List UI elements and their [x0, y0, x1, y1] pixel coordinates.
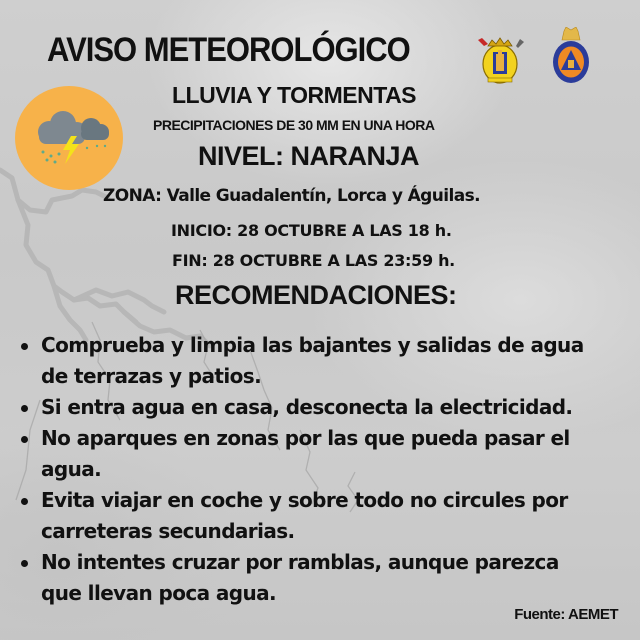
warning-subtitle: LLUVIA Y TORMENTAS	[172, 82, 417, 108]
bullet-icon	[21, 436, 28, 443]
source-credit: Fuente: AEMET	[514, 606, 618, 623]
recommendation-item: No intentes cruzar por ramblas, aunque parezca que llevan poca agua.	[18, 547, 628, 609]
recommendation-item: Comprueba y limpia las bajantes y salidas de agua de terrazas y patios.	[18, 330, 628, 392]
bullet-icon	[21, 405, 28, 412]
recommendation-item: No aparques en zonas por las que pueda pasar el agua.	[18, 423, 628, 485]
lorca-city-coat-of-arms-icon	[476, 36, 524, 86]
precipitation-text: PRECIPITACIONES DE 30 MM EN UNA HORA	[153, 117, 435, 133]
bullet-icon	[21, 343, 28, 350]
bullet-icon	[21, 560, 28, 567]
warning-end-time: FIN: 28 OCTUBRE A LAS 23:59 h.	[172, 251, 455, 270]
warning-level: NIVEL: NARANJA	[198, 141, 420, 171]
recommendation-item: Evita viajar en coche y sobre todo no circules por carreteras secundarias.	[18, 485, 628, 547]
proteccion-civil-logo-icon	[550, 27, 592, 85]
recommendations-list	[18, 330, 628, 609]
warning-zone: ZONA: Valle Guadalentín, Lorca y Águilas.	[103, 186, 480, 206]
bullet-icon	[21, 498, 28, 505]
warning-start-time: INICIO: 28 OCTUBRE A LAS 18 h.	[171, 221, 452, 240]
recommendations-heading: RECOMENDACIONES:	[175, 280, 457, 310]
storm-cloud-icon	[15, 86, 123, 190]
warning-title: AVISO METEOROLÓGICO	[47, 30, 410, 69]
recommendation-item: Si entra agua en casa, desconecta la electricidad.	[18, 392, 628, 423]
